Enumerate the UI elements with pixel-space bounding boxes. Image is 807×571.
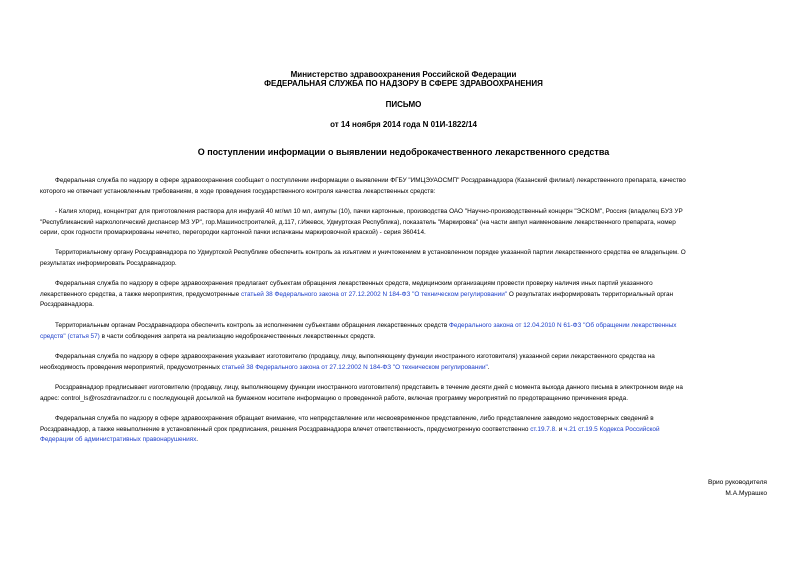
paragraph-line — [40, 363, 768, 374]
doc-title: О поступлении информации о выявлении недоброкачественного лекарственного средства — [197, 147, 610, 157]
law-link-article-19-7-8[interactable]: ст.19.7.8. — [530, 425, 557, 433]
paragraph-1 — [40, 176, 768, 197]
text-fragment: . — [196, 436, 199, 443]
paragraph-5 — [40, 321, 768, 342]
paragraph-line — [40, 435, 768, 446]
text-fragment: О результатах информировать территориальный орган — [508, 290, 674, 298]
law-link-61-fz-cont[interactable]: средств" — [40, 332, 66, 340]
paragraph-line: "Республиканский наркологический диспансер МЗ УР", гор.Машиностроителей, д.117, г.Ижевск, Удмуртская Республика), показатель "Маркировка" (на части ампул наименование лекарственного препарата, номер — [40, 218, 676, 226]
paragraph-line: адрес: control_ls@roszdravnadzor.ru с последующей досылкой на бумажном носителе информацию о проведенной работе, включая программу мероприятий по предотвращению причинения вреда. — [40, 394, 628, 402]
paragraph-2 — [40, 207, 768, 239]
paragraph-line — [40, 290, 768, 301]
paragraph-line: Росздравнадзор предписывает изготовителю (продавцу, лицу, выполняющему функции иностранного изготовителя) представить в течение десяти дней с момента выхода данного письма в электронном виде на — [55, 384, 683, 391]
paragraph-line: Федеральная служба по надзору в сфере здравоохранения обращает внимание, что непредставление или несвоевременное представление, либо представление заведомо недостоверных сведений в — [55, 415, 654, 422]
paragraph-line: которого не отвечает установленным требованиям, в ходе проведения государственного контроля качества лекарственных средств: — [40, 187, 436, 195]
ministry-name: Министерство здравоохранения Российской Федерации — [290, 70, 517, 79]
law-link-article-38[interactable]: статьей 38 Федерального закона от 27.12.2002 N 184-ФЗ "О техническом регулировании" — [221, 363, 488, 371]
paragraph-line: Федеральная служба по надзору в сфере здравоохранения сообщает о поступлении информации о выявлении ФГБУ "ИМЦЭУАОСМП" Росздравнадзора (Казанский филиал) лекарственного препарата, качество — [55, 177, 686, 184]
paragraph-4 — [40, 279, 768, 311]
paragraph-line: Территориальному органу Росздравнадзора по Удмуртской Республике обеспечить контроль за изъятием и уничтожением в установленном порядке указанной партии лекарственного средства ее владельцем. О — [55, 249, 686, 256]
paragraph-8 — [40, 414, 768, 446]
text-fragment: Территориальным органам Росздравнадзора обеспечить контроль за исполнением субъектами обращения лекарственных средств — [55, 322, 448, 329]
service-name: ФЕДЕРАЛЬНАЯ СЛУЖБА ПО НАДЗОРУ В СФЕРЕ ЗДРАВООХРАНЕНИЯ — [264, 79, 543, 88]
signature-position: Врио руководителя — [707, 479, 767, 486]
text-fragment: . — [487, 363, 490, 371]
paragraph-line: - Калия хлорид, концентрат для приготовления раствора для инфузий 40 мг/мл 10 мл, ампулы (10), пачки картонные, производства ОАО "Научно-производственный концерн "ЭСКОМ", Россия (владелец БУЗ УР — [55, 208, 683, 215]
paragraph-6 — [40, 352, 768, 373]
paragraph-line — [40, 321, 768, 332]
signature-name: М.А.Мурашко — [725, 490, 767, 497]
law-link-article-38[interactable]: статьей 38 Федерального закона от 27.12.2002 N 184-ФЗ "О техническом регулировании" — [240, 290, 508, 298]
text-fragment: в части соблюдения запрета на реализацию недоброкачественных лекарственных средств. — [101, 332, 376, 340]
law-link-article-57[interactable]: (статья 57) — [67, 332, 100, 340]
text-fragment: Росздравнадзор, а также невыполнение в установленный срок предписания, решения Росздравнадзора влечет ответственность, предусмотренную соответственно — [40, 425, 529, 433]
paragraph-line — [40, 332, 768, 343]
doc-type: ПИСЬМО — [385, 100, 422, 109]
paragraph-line: Федеральная служба по надзору в сфере здравоохранения указывает изготовителю (продавцу, лицу, выполняющему функции иностранного изготовителя) указанной серии лекарственного средства на — [55, 353, 655, 360]
paragraph-line: Росздравнадзора. — [40, 301, 94, 308]
paragraph-3 — [40, 248, 768, 269]
text-fragment: и — [558, 425, 563, 433]
paragraph-7 — [40, 383, 768, 404]
paragraph-line: Федеральная служба по надзору в сфере здравоохранения предлагает субъектам обращения лекарственных средств, медицинским организациям провести проверку наличия иных партий указанного — [55, 280, 653, 287]
text-fragment: необходимость проведения мероприятий, предусмотренных — [40, 363, 220, 371]
law-link-koap[interactable]: ч.21 ст.19.5 Кодекса Российской — [564, 425, 660, 433]
paragraph-line — [40, 425, 768, 436]
paragraph-line: результатах информировать Росздравнадзор. — [40, 259, 177, 267]
paragraph-line: серии, срок годности промаркированы нечетко, перегородки картонной пачки испачканы маркировочной краской) - серия 360414. — [40, 229, 426, 236]
text-fragment: лекарственного средства, а также мероприятия, предусмотренные — [40, 290, 240, 298]
law-link-61-fz[interactable]: Федерального закона от 12.04.2010 N 61-ФЗ "Об обращении лекарственных — [449, 322, 677, 329]
doc-date-number: от 14 ноября 2014 года N 01И-1822/14 — [330, 120, 477, 129]
law-link-koap-cont[interactable]: Федерации об административных правонарушениях — [40, 436, 197, 443]
